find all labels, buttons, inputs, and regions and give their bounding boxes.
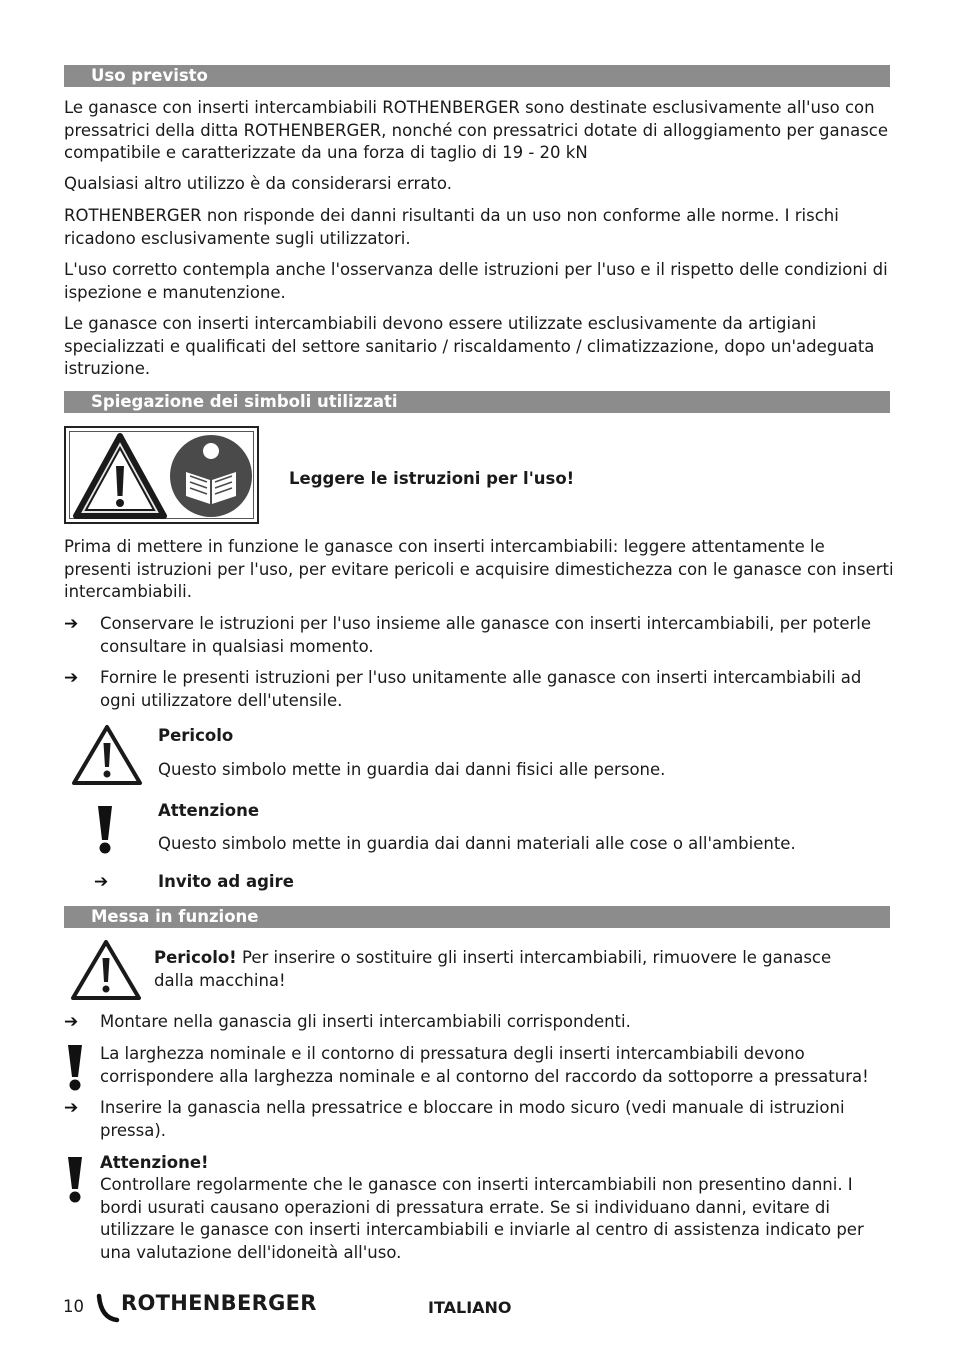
- paragraph: Le ganasce con inserti intercambiabili devono essere utilizzate esclusivamente da artigiani specializzati e qualificati del settore sanitario / riscaldamento / climatizzazione, dopo un'adeguata istruzione.: [64, 314, 875, 378]
- arrow-right-icon: ➔: [64, 668, 79, 688]
- paragraph: ROTHENBERGER non risponde dei danni risultanti da un uso non conforme alle norme. I rischi ricadono esclusivamente sugli utilizzatori.: [64, 206, 839, 248]
- arrow-right-icon: ➔: [64, 1012, 79, 1032]
- read-manual-icon: [169, 434, 253, 518]
- exclamation-icon: [94, 804, 116, 854]
- page-number: 10: [63, 1297, 84, 1316]
- language-label: ITALIANO: [428, 1298, 512, 1317]
- section-header-uso-previsto: Uso previsto: [64, 65, 890, 87]
- attenzione-text: Controllare regolarmente che le ganasce con inserti intercambiabili non presentino danni. I bordi usurati causano operazioni di pressatura errate. Se si individuano danni, evitare di utilizzare le ganasce con inserti intercambiabili e inviarle al centro di assistenza indicato per una valutazione dell'idoneità all'uso.: [100, 1175, 864, 1262]
- paragraph: Prima di mettere in funzione le ganasce con inserti intercambiabili: leggere attentamente le presenti istruzioni per l'uso, per evitare pericoli e acquisire dimestichezza con le ganasce con inserti intercambiabili.: [64, 537, 894, 601]
- pericolo-description: Questo simbolo mette in guardia dai danni fisici alle persone.: [158, 760, 666, 779]
- attenzione-description: Questo simbolo mette in guardia dai danni materiali alle cose o all'ambiente.: [158, 834, 796, 853]
- warning-triangle-icon: [69, 938, 143, 1002]
- symbol-box: [64, 426, 259, 524]
- note-text: La larghezza nominale e il contorno di pressatura degli inserti intercambiabili devono corrispondere alla larghezza nominale e al contorno del raccordo da sottoporre a pressatura!: [100, 1044, 869, 1086]
- paragraph: L'uso corretto contempla anche l'osservanza delle istruzioni per l'uso e il rispetto delle condizioni di ispezione e manutenzione.: [64, 260, 888, 302]
- list-item: Fornire le presenti istruzioni per l'uso unitamente alle ganasce con inserti intercambiabili ad ogni utilizzatore dell'utensile.: [100, 668, 862, 710]
- invito-label: Invito ad agire: [158, 872, 294, 891]
- arrow-right-icon: ➔: [64, 614, 79, 634]
- exclamation-icon: [64, 1155, 86, 1203]
- pericolo-label: Pericolo!: [154, 948, 237, 967]
- list-item: Inserire la ganascia nella pressatrice e bloccare in modo sicuro (vedi manuale di istruzioni pressa).: [100, 1098, 845, 1140]
- section-header-messa-in-funzione: Messa in funzione: [64, 906, 890, 928]
- brand-logo: ROTHENBERGER: [121, 1291, 317, 1315]
- section-header-simboli: Spiegazione dei simboli utilizzati: [64, 391, 890, 413]
- pericolo-title: Pericolo: [158, 726, 234, 745]
- paragraph: Qualsiasi altro utilizzo è da considerarsi errato.: [64, 174, 452, 193]
- warning-triangle-icon: [72, 432, 168, 520]
- pericolo-message: Per inserire o sostituire gli inserti intercambiabili, rimuovere le ganasce dalla macchina!: [154, 948, 832, 990]
- warning-triangle-icon: [70, 723, 144, 787]
- attenzione-label: Attenzione!: [100, 1153, 209, 1172]
- read-instructions-label: Leggere le istruzioni per l'uso!: [289, 469, 575, 488]
- list-item: Montare nella ganascia gli inserti intercambiabili corrispondenti.: [100, 1012, 631, 1031]
- attenzione-title: Attenzione: [158, 801, 260, 820]
- arrow-right-icon: ➔: [94, 872, 109, 892]
- list-item: Conservare le istruzioni per l'uso insieme alle ganasce con inserti intercambiabili, per poterle consultare in qualsiasi momento.: [100, 614, 872, 656]
- exclamation-icon: [64, 1043, 86, 1091]
- arrow-right-icon: ➔: [64, 1098, 79, 1118]
- pericolo-warning-text: [154, 947, 874, 992]
- paragraph: Le ganasce con inserti intercambiabili ROTHENBERGER sono destinate esclusivamente all'uso con pressatrici della ditta ROTHENBERGER, nonché con pressatrici dotate di alloggiamento per ganasce compatibile e caratterizzate da una forza di taglio di 19 - 20 kN: [64, 98, 889, 162]
